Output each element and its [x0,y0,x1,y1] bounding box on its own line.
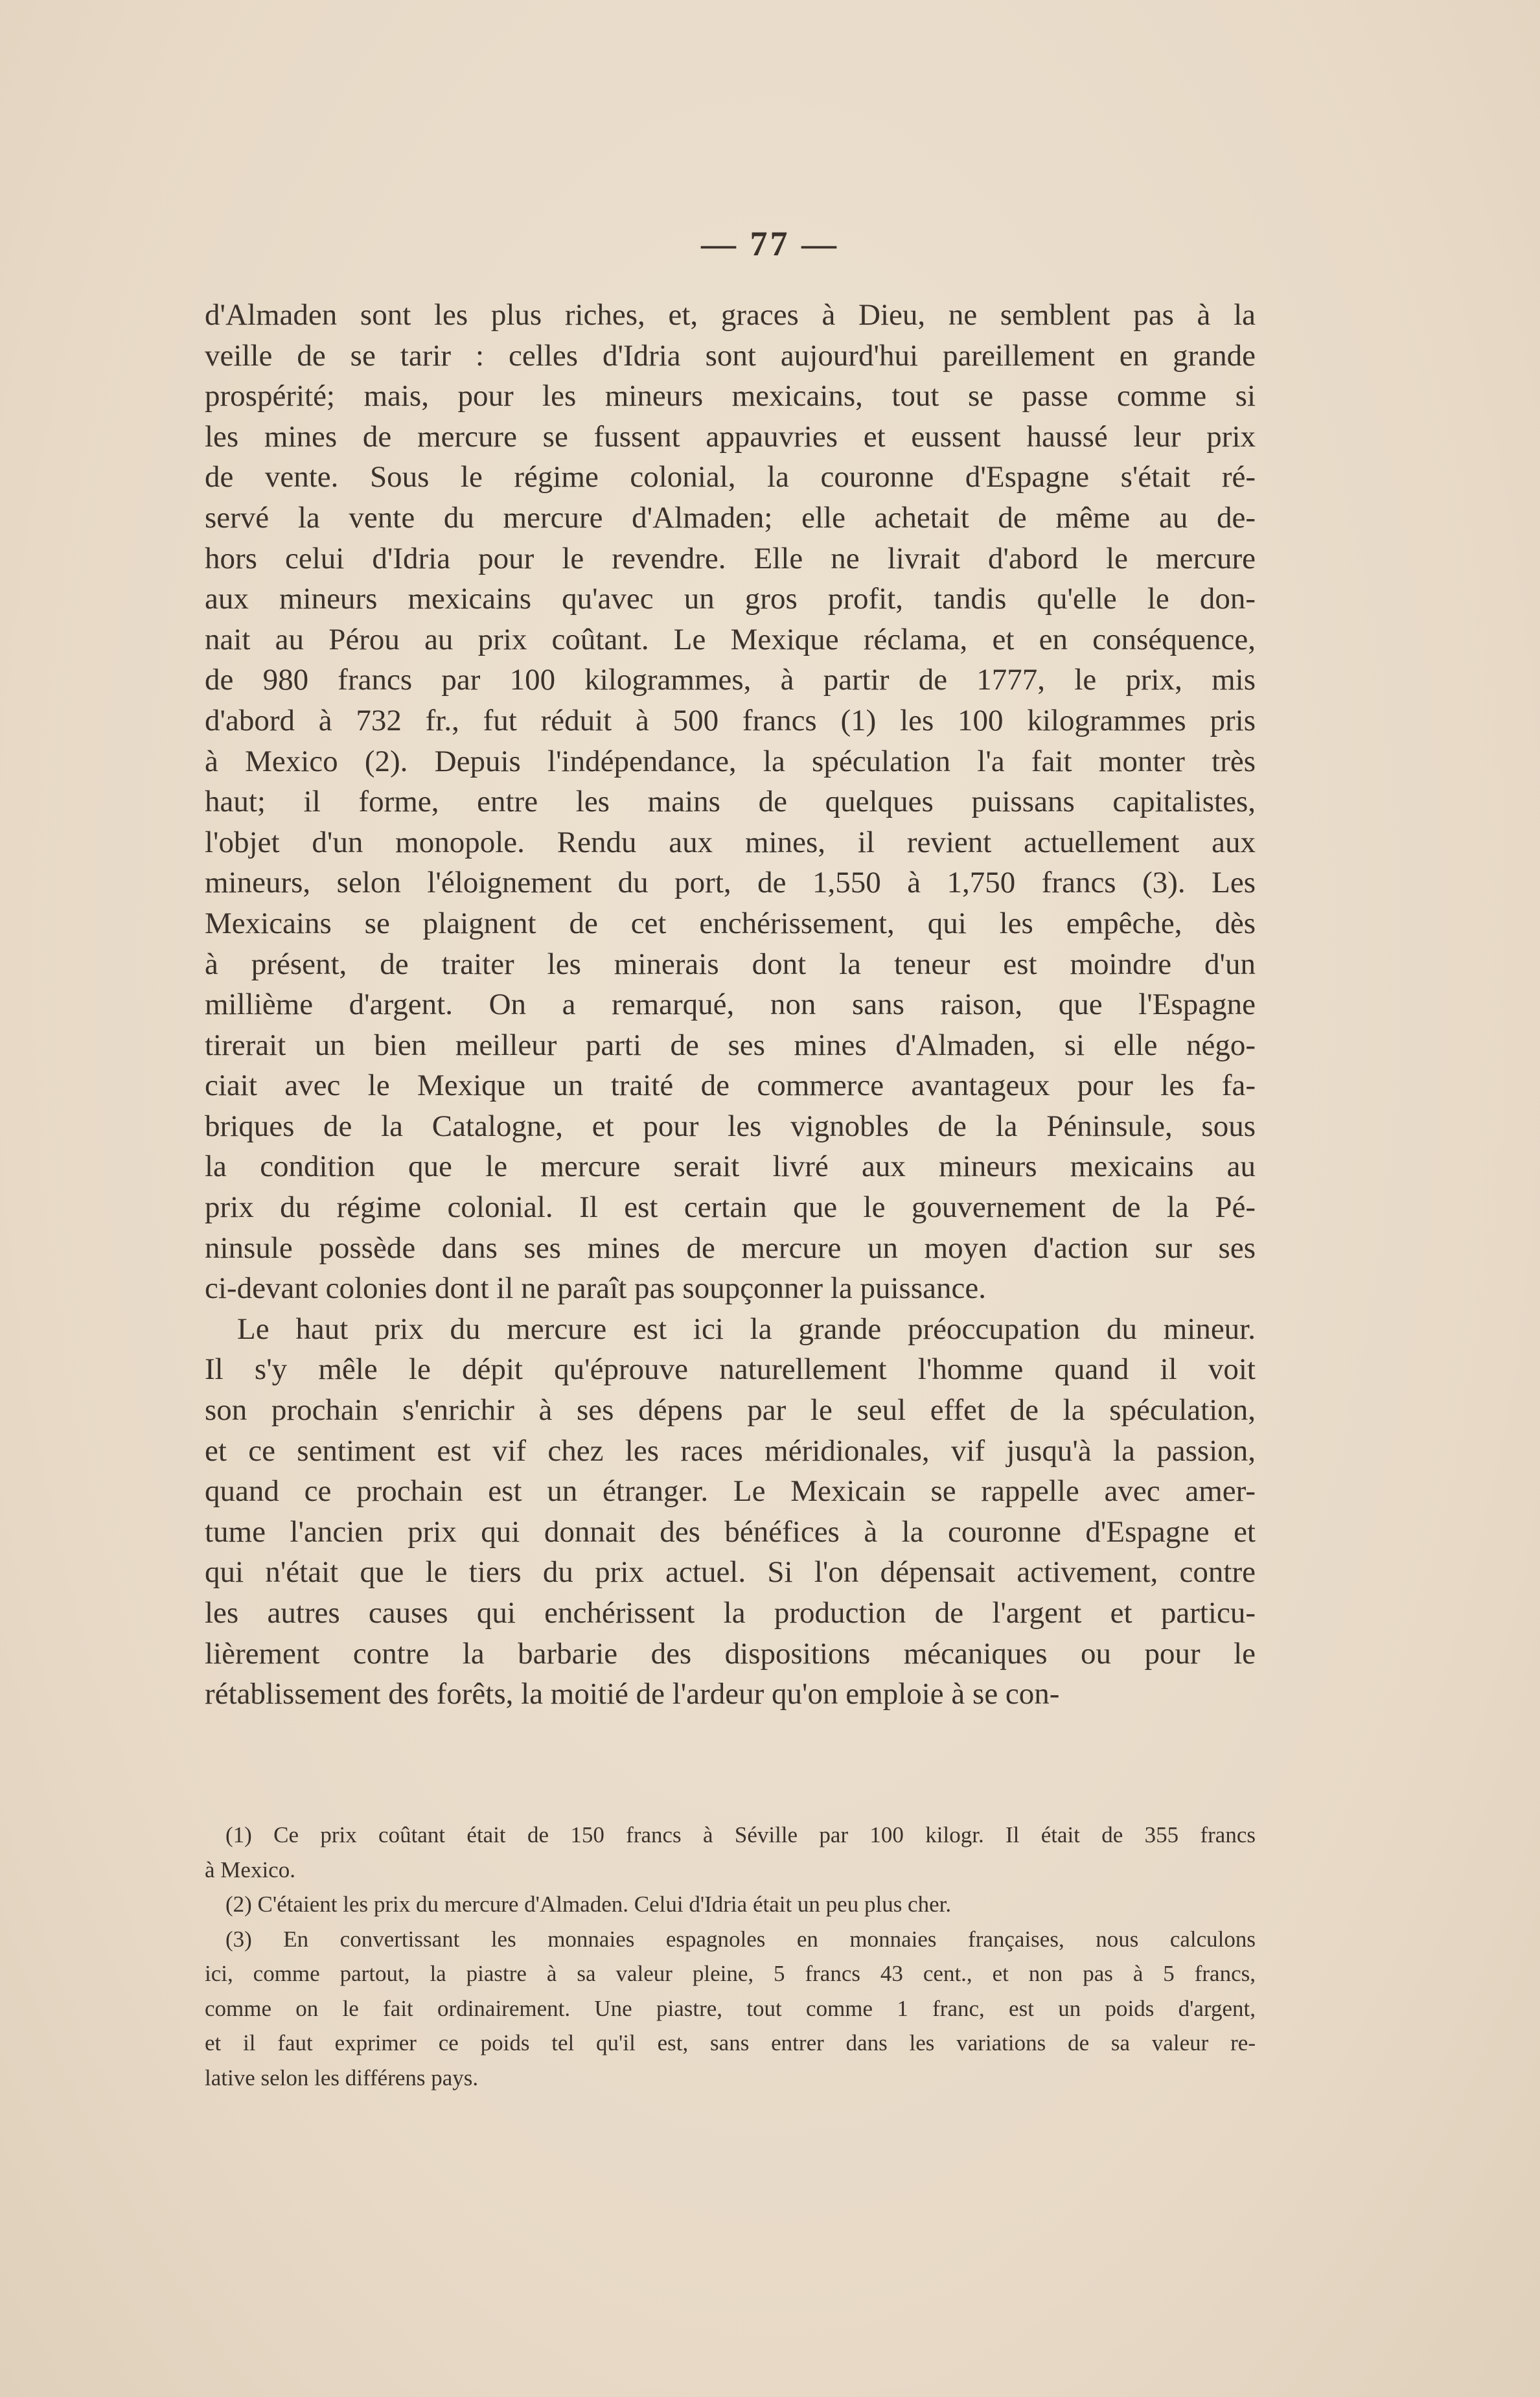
text-line: Il s'y mêle le dépit qu'éprouve naturellement l'homme quand il voit [205,1352,1256,1387]
text-line: de vente. Sous le régime colonial, la couronne d'Espagne s'était ré- [205,460,1256,494]
footnote-line: comme on le fait ordinairement. Une piastre, tout comme 1 franc, est un poids d'argent, [205,1995,1256,2021]
text-line: hors celui d'Idria pour le revendre. Elle ne livrait d'abord le mercure [205,541,1256,575]
text-line: son prochain s'enrichir à ses dépens par le seul effet de la spéculation, [205,1393,1256,1428]
text-line: tirerait un bien meilleur parti de ses mines d'Almaden, si elle négo- [205,1028,1256,1062]
text-line: et ce sentiment est vif chez les races méridionales, vif jusqu'à la passion, [205,1433,1256,1468]
main-text [205,295,1256,1715]
text-line: d'Almaden sont les plus riches, et, graces à Dieu, ne semblent pas à la [205,298,1256,332]
text-line: l'objet d'un monopole. Rendu aux mines, il revient actuellement aux [205,825,1256,859]
text-line: haut; il forme, entre les mains de quelques puissans capitalistes, [205,785,1256,819]
text-line: aux mineurs mexicains qu'avec un gros profit, tandis qu'elle le don- [205,582,1256,616]
text-line: ninsule possède dans ses mines de mercure un moyen d'action sur ses [205,1231,1256,1265]
text-line: veille de se tarir : celles d'Idria sont aujourd'hui pareillement en grande [205,338,1256,373]
text-line: tume l'ancien prix qui donnait des bénéfices à la couronne d'Espagne et [205,1514,1256,1549]
text-line: qui n'était que le tiers du prix actuel. Si l'on dépensait activement, contre [205,1555,1256,1590]
text-line: nait au Pérou au prix coûtant. Le Mexique réclama, et en conséquence, [205,622,1256,656]
footnotes [205,1818,1256,2095]
footnote-line: à Mexico. [205,1857,295,1882]
text-line: Le haut prix du mercure est ici la grande préoccupation du mineur. [237,1312,1256,1346]
text-line: ciait avec le Mexique un traité de commerce avantageux pour les fa- [205,1069,1256,1103]
text-line: prospérité; mais, pour les mineurs mexicains, tout se passe comme si [205,379,1256,413]
footnote-line: (2) C'étaient les prix du mercure d'Almaden. Celui d'Idria était un peu plus cher. [225,1892,952,1917]
text-line: la condition que le mercure serait livré aux mineurs mexicains au [205,1150,1256,1184]
footnote-line: (3) En convertissant les monnaies espagnoles en monnaies françaises, nous calculons [225,1926,1256,1952]
text-line: Mexicains se plaignent de cet enchérissement, qui les empêche, dès [205,906,1256,940]
text-line: à présent, de traiter les minerais dont la teneur est moindre d'un [205,947,1256,981]
page-number: — 77 — [701,224,839,263]
footnote-line: et il faut exprimer ce poids tel qu'il est, sans entrer dans les variations de sa valeur re- [205,2030,1256,2055]
text-line: briques de la Catalogne, et pour les vignobles de la Péninsule, sous [205,1109,1256,1143]
text-line: les autres causes qui enchérissent la production de l'argent et particu- [205,1596,1256,1630]
text-line: quand ce prochain est un étranger. Le Mexicain se rappelle avec amer- [205,1474,1256,1509]
text-line: lièrement contre la barbarie des dispositions mécaniques ou pour le [205,1636,1256,1671]
text-line: rétablissement des forêts, la moitié de l'ardeur qu'on emploie à se con- [205,1677,1060,1711]
text-line: à Mexico (2). Depuis l'indépendance, la spéculation l'a fait monter très [205,744,1256,778]
text-line: les mines de mercure se fussent appauvries et eussent haussé leur prix [205,419,1256,454]
footnote-line: ici, comme partout, la piastre à sa valeur pleine, 5 francs 43 cent., et non pas à 5 francs, [205,1961,1256,1986]
text-line: mineurs, selon l'éloignement du port, de 1,550 à 1,750 francs (3). Les [205,866,1256,900]
text-line: d'abord à 732 fr., fut réduit à 500 francs (1) les 100 kilogrammes pris [205,703,1256,737]
text-line: millième d'argent. On a remarqué, non sans raison, que l'Espagne [205,988,1256,1022]
footnote-line: lative selon les différens pays. [205,2065,479,2090]
text-line: servé la vente du mercure d'Almaden; elle achetait de même au de- [205,500,1256,535]
text-line: prix du régime colonial. Il est certain que le gouvernement de la Pé- [205,1190,1256,1225]
text-line: de 980 francs par 100 kilogrammes, à partir de 1777, le prix, mis [205,663,1256,697]
footnote-line: (1) Ce prix coûtant était de 150 francs à Séville par 100 kilogr. Il était de 355 francs [225,1822,1256,1847]
text-line: ci-devant colonies dont il ne paraît pas soupçonner la puissance. [205,1271,986,1306]
